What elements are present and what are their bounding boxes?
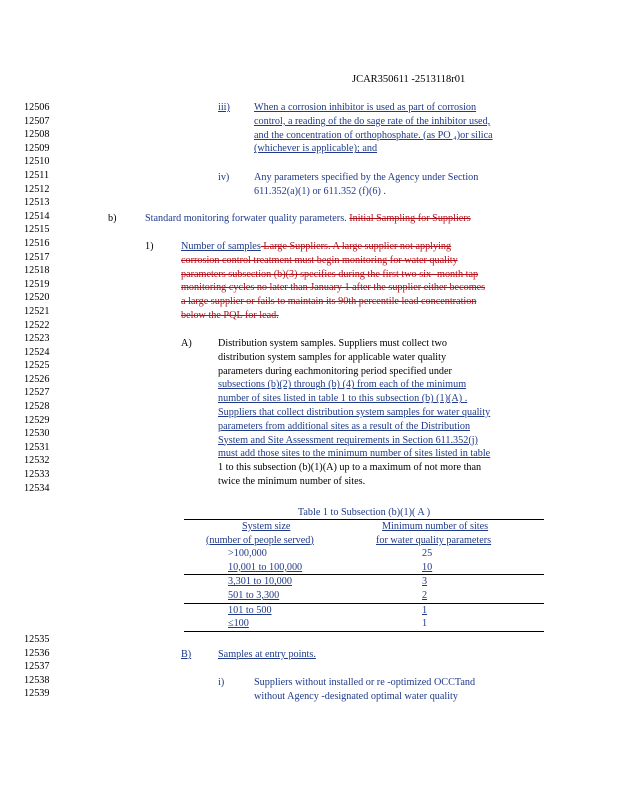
struck-line: parameters subsection (b)(3) specifies during the first two six -month tap bbox=[181, 268, 479, 280]
line-number: 12521 bbox=[24, 305, 50, 317]
text-line: Distribution system samples. Suppliers must collect two bbox=[218, 338, 447, 349]
item-A-label: A) bbox=[181, 338, 192, 349]
text-line: 611.352(a)(1) or 611.352 (f)(6) . bbox=[254, 185, 386, 197]
line-number: 12530 bbox=[24, 428, 50, 440]
line-number-column-2 bbox=[24, 633, 49, 701]
line-number: 12509 bbox=[24, 142, 50, 154]
text-line: (whichever is applicable); and bbox=[254, 143, 378, 155]
col2-header: Minimum number of sites bbox=[382, 521, 489, 532]
line-number: 12524 bbox=[24, 346, 50, 358]
text-line: When a corrosion inhibitor is used as part of corrosion bbox=[254, 102, 477, 113]
line-number: 12539 bbox=[24, 688, 50, 700]
line-number: 12507 bbox=[24, 115, 50, 127]
item-iii-label: iii) bbox=[218, 102, 230, 113]
item-iv-label: iv) bbox=[218, 172, 230, 183]
line-number: 12522 bbox=[24, 319, 50, 331]
table-row: 10,001 to 100,000 10 bbox=[228, 561, 433, 573]
text-line: parameters during eachmonitoring period specified under bbox=[218, 365, 452, 377]
item-i-label: i) bbox=[218, 677, 225, 688]
table-row: 101 to 500 1 bbox=[228, 604, 428, 616]
line-number: 12517 bbox=[24, 251, 50, 263]
line-number: 12531 bbox=[24, 441, 50, 453]
line-number: 12519 bbox=[24, 278, 50, 290]
table-header-row-2 bbox=[184, 534, 544, 548]
text-line: subsections (b)(2) through (b) (4) from each of the minimum bbox=[218, 379, 467, 391]
text-line: Any parameters specified by the Agency under Section bbox=[254, 172, 479, 183]
col2-header-sub: for water quality parameters bbox=[376, 534, 492, 546]
line-number: 12537 bbox=[24, 661, 50, 673]
line-number: 12529 bbox=[24, 414, 50, 426]
text-line: distribution system samples for applicable water quality bbox=[218, 351, 447, 363]
line-number: 12527 bbox=[24, 387, 50, 399]
text-line: 1 to this subsection (b)(1)(A) up to a maximum of not more than bbox=[218, 462, 482, 474]
line-number: 12516 bbox=[24, 237, 50, 249]
struck-line: corrosion control treatment must begin monitoring for water quality bbox=[181, 254, 458, 266]
struck-line: below the PQL for lead. bbox=[181, 309, 279, 321]
line-number-column bbox=[24, 101, 49, 495]
item-iv-text bbox=[254, 171, 478, 199]
line-number: 12534 bbox=[24, 482, 50, 494]
line-number: 12511 bbox=[24, 169, 50, 181]
table-row: 501 to 3,300 2 bbox=[228, 589, 428, 601]
line-number: 12513 bbox=[24, 197, 50, 209]
struck-text: Initial Sampling for Suppliers bbox=[349, 213, 471, 224]
line-number: 12518 bbox=[24, 265, 50, 277]
text-line: twice the minimum number of sites. bbox=[218, 475, 366, 487]
text-line: Number of samples Large Suppliers. A large supplier not applying bbox=[181, 241, 452, 252]
col1-header: System size bbox=[242, 521, 291, 532]
table-row: 3,301 to 10,000 3 bbox=[228, 576, 428, 588]
line-number: 12508 bbox=[24, 129, 50, 141]
item-b-text: Standard monitoring forwater quality parameters. Initial Sampling for Suppliers bbox=[145, 213, 471, 224]
table-row: >100,000 25 bbox=[228, 548, 433, 560]
item-1-text bbox=[181, 240, 485, 323]
line-number: 12533 bbox=[24, 469, 50, 481]
text-line: System and Site Assessment requirements in Section 611.352(j) bbox=[218, 434, 478, 446]
line-number: 12506 bbox=[24, 102, 50, 113]
text-line: parameters from additional sites as a result of the Distribution bbox=[218, 420, 471, 432]
item-B-label: B) bbox=[181, 649, 192, 660]
text-line: must add those sites to the minimum number of sites listed in table bbox=[218, 448, 491, 460]
text-line: and the concentration of orthophosphate. (as PO ₄)or silica bbox=[254, 129, 493, 141]
item-A-text bbox=[218, 337, 490, 489]
item-i-text bbox=[254, 676, 475, 704]
item-b-label: b) bbox=[108, 213, 117, 224]
table-caption: Table 1 to Subsection (b)(1)( A ) bbox=[297, 507, 431, 518]
line-number: 12536 bbox=[24, 647, 50, 659]
sites-table bbox=[184, 506, 544, 632]
line-number: 12526 bbox=[24, 373, 50, 385]
line-number: 12528 bbox=[24, 401, 50, 413]
text-line: Suppliers without installed or re -optimized OCCTand bbox=[254, 677, 476, 688]
text-line: control, a reading of the do sage rate of the inhibitor used, bbox=[254, 115, 491, 127]
document-header-id: JCAR350611 -2513118r01 bbox=[352, 74, 466, 85]
line-number: 12510 bbox=[24, 156, 50, 168]
line-number: 12535 bbox=[24, 634, 50, 645]
line-number: 12515 bbox=[24, 224, 50, 236]
text-line: Suppliers that collect distribution system samples for water quality bbox=[218, 406, 491, 418]
line-number: 12512 bbox=[24, 183, 50, 195]
col1-header-sub: (number of people served) bbox=[206, 534, 314, 546]
line-number: 12532 bbox=[24, 455, 50, 467]
text-line: number of sites listed in table 1 to this subsection (b) (1)(A) . bbox=[218, 393, 468, 405]
line-number: 12523 bbox=[24, 333, 50, 345]
item-B-text: Samples at entry points. bbox=[218, 649, 316, 660]
line-number: 12538 bbox=[24, 674, 50, 686]
struck-line: monitoring cycles no later than January 1 after the supplier either becomes bbox=[181, 282, 486, 294]
text-line: without Agency -designated optimal water quality bbox=[254, 690, 458, 702]
line-number: 12520 bbox=[24, 292, 50, 304]
table-header-row bbox=[184, 520, 544, 534]
table-row: ≤100 1 bbox=[228, 618, 428, 630]
line-number: 12525 bbox=[24, 360, 50, 372]
item-1-label: 1) bbox=[145, 241, 154, 252]
line-number: 12514 bbox=[24, 210, 50, 222]
item-iii-text bbox=[254, 101, 493, 156]
struck-line: a large supplier or fails to maintain its 90th percentile lead concentration bbox=[181, 296, 477, 308]
